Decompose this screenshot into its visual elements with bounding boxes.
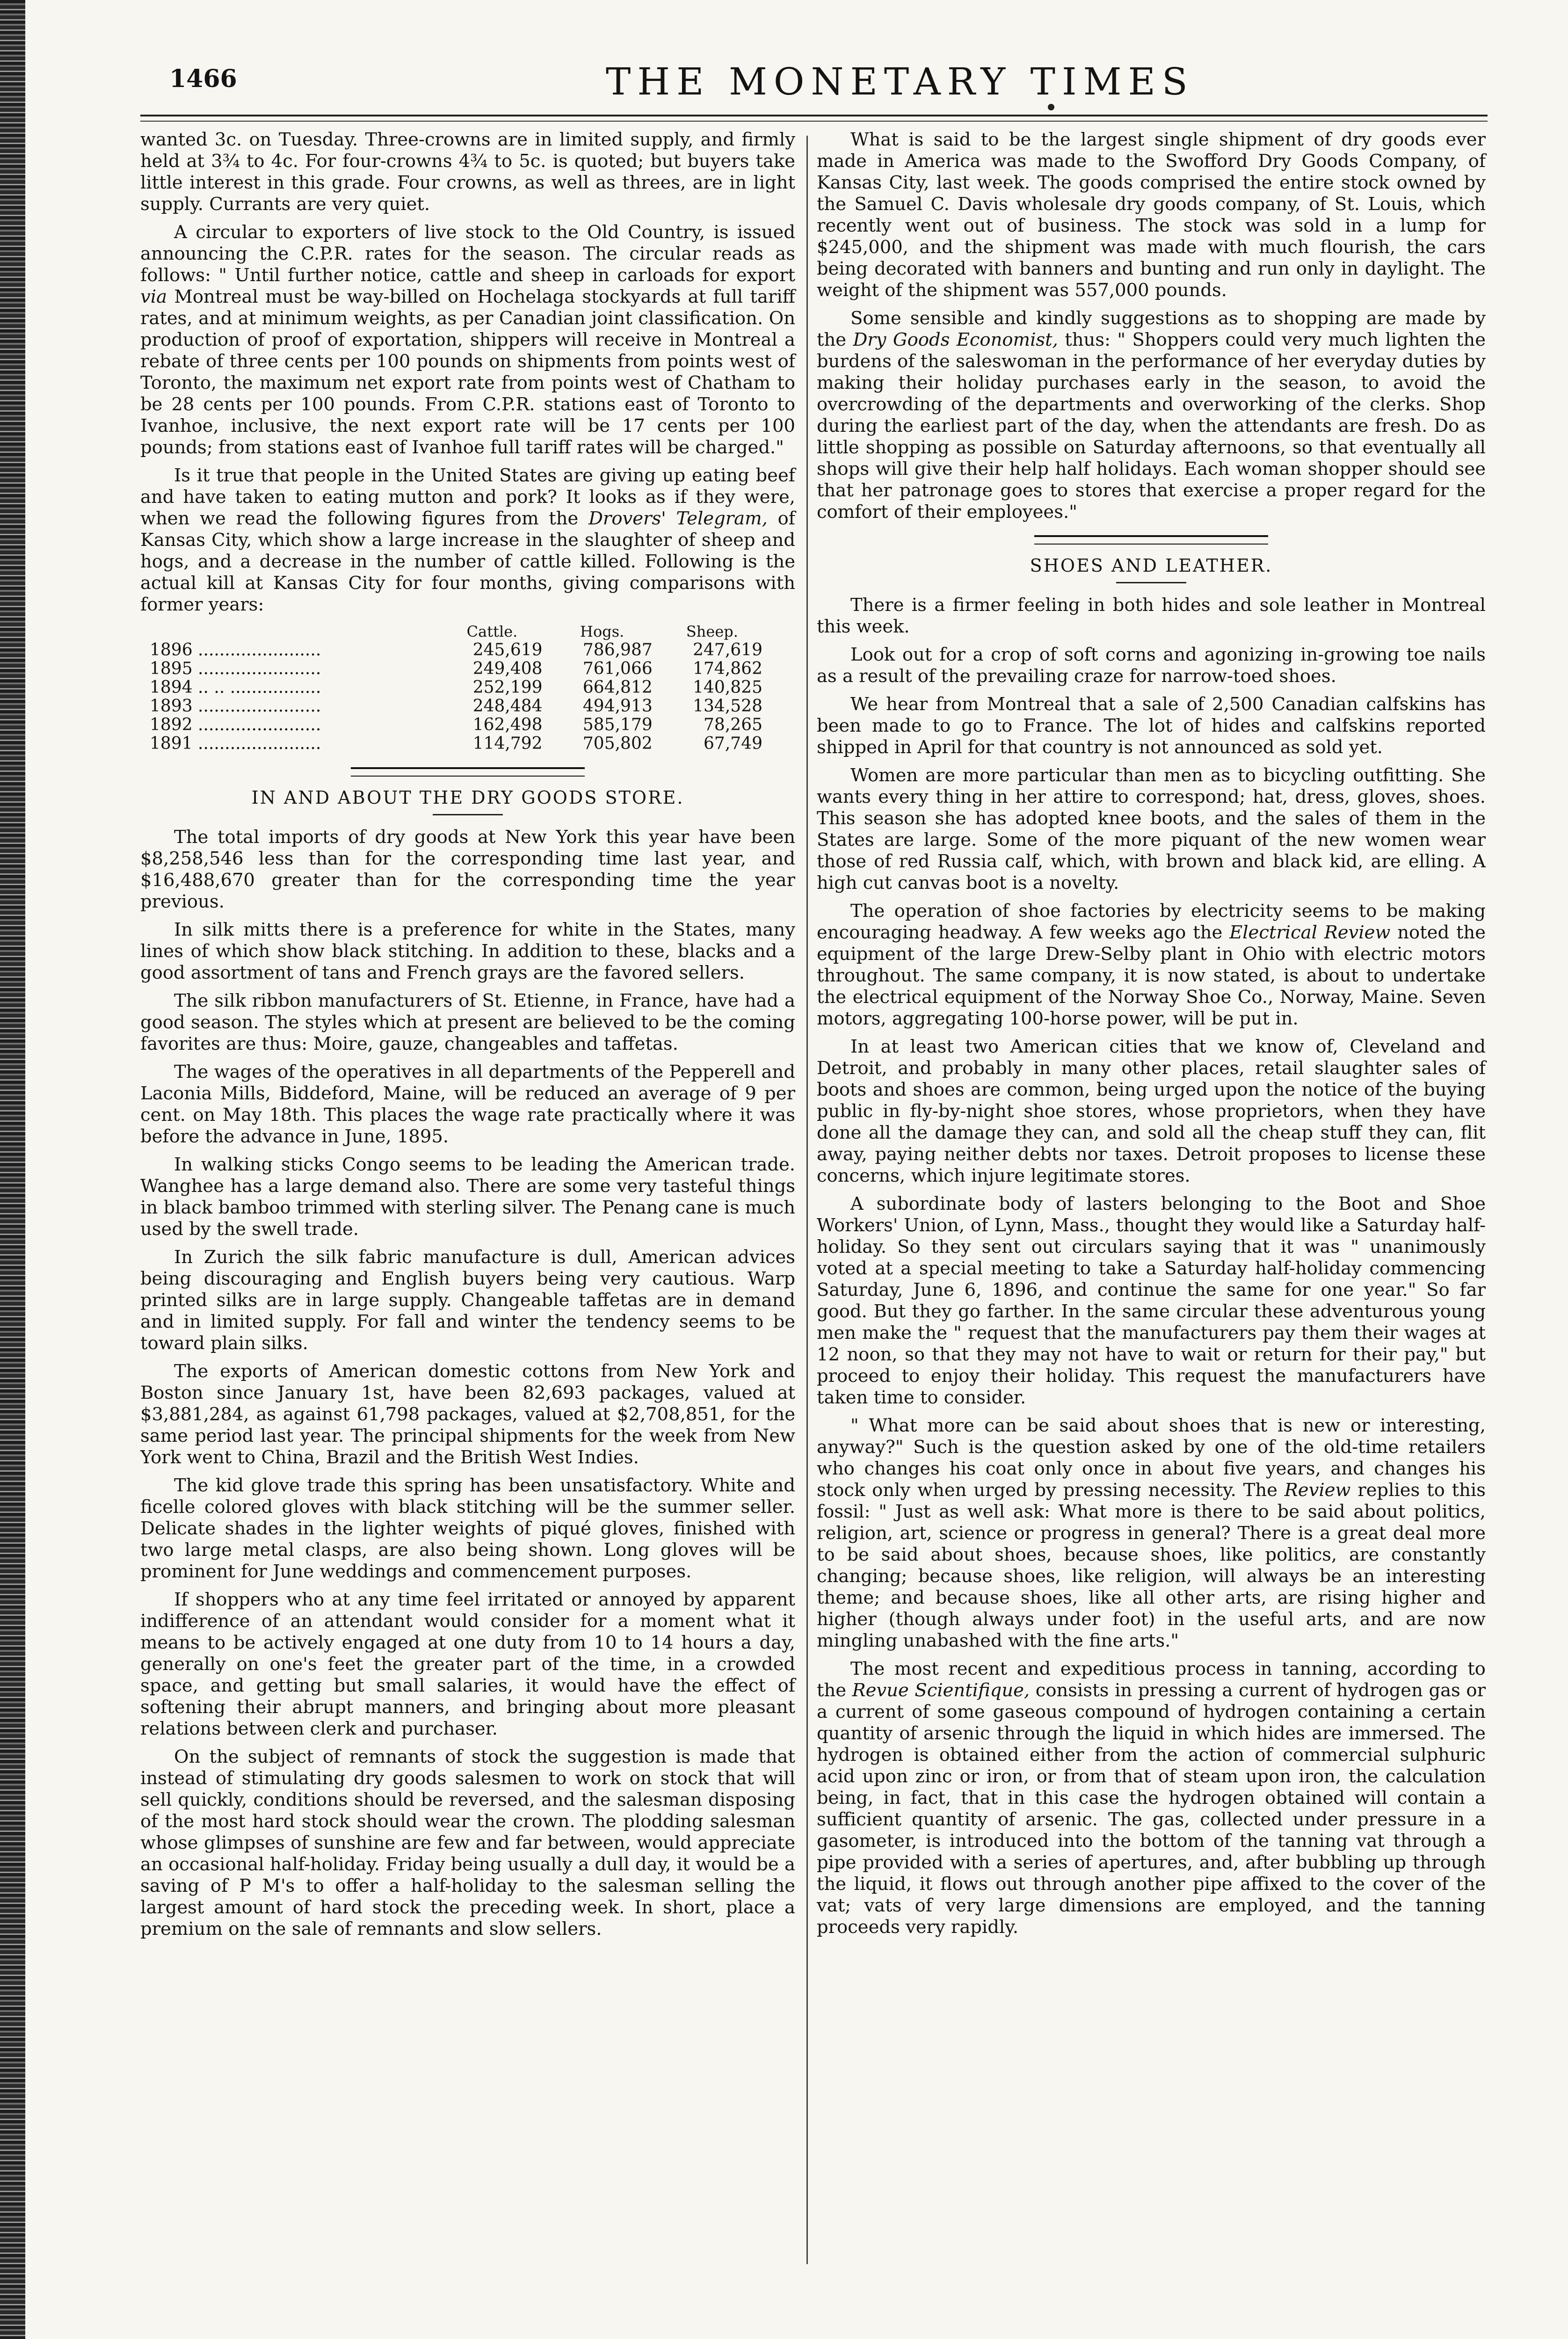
paragraph-slaughter-sales: In at least two American cities that we know of, Cleveland and Detroit, and probably in many other places, retail slaughter sales of boots and shoes are common, being urged upon the notice of the buying public in fly-by-night shoe stores, whose proprietors, when they have done all the damage they can, and sold all the cheap stuff they can, flit away, paying neither debts nor taxes. Detroit proposes to license these concerns, which injure legitimate stores. <box>817 1036 1486 1186</box>
paragraph-shopping-suggestions: Some sensible and kindly suggestions as to shopping are made by the Dry Goods Economist, thus: " Shoppers could very much lighten the burdens of the saleswoman in the performance of her everyday duties by making their holiday purchases early in the season, to avoid the overcrowding of the departments and overworking of the clerks. Shop during the earliest part of the day, when the attendants are fresh. Do as little shopping as possible on Saturday afternoons, so that eventually all shops will give their help half holidays. Each woman shopper should see that her patronage goes to stores that exercise a proper regard for the comfort of their employees." <box>817 308 1486 523</box>
paragraph-kid-gloves: The kid glove trade this spring has been unsatisfactory. White and ficelle colored gloves with black stitching will be the summer seller. Delicate shades in the lighter weights of piqué gloves, finished with two large metal clasps, are also being shown. Long gloves will be prominent for June weddings and commencement purposes. <box>140 1475 795 1582</box>
paragraph-electric-factories: The operation of shoe factories by electricity seems to be making encouraging headway. A few weeks ago the Electrical Review noted the equipment of the large Drew-Selby plant in Ohio with electric motors throughout. The same company, it is now stated, is about to undertake the electrical equipment of the Norway Shoe Co., Norway, Maine. Seven motors, aggregating 100-horse power, will be put in. <box>817 901 1486 1029</box>
table-header-cattle: Cattle. <box>466 623 518 640</box>
paragraph-shoppers-attendants: If shoppers who at any time feel irritated or annoyed by apparent indifference of an attendant would consider for a moment what it means to be actively engaged at one duty from 10 to 14 hours a day, generally on one's feet the greater part of the time, in a crowded space, and getting but small salaries, it would have the effect of softening their abrupt manners, and bringing about more pleasant relations between clerk and purchaser. <box>140 1589 795 1739</box>
paragraph-silk-mitts: In silk mitts there is a preference for white in the States, many lines of which show black stitching. In addition to these, blacks and a good assortment of tans and French grays are the favored sellers. <box>140 919 795 983</box>
header-rule-bottom <box>140 121 1488 122</box>
kansas-city-kill-table <box>150 622 767 753</box>
table-row: 1891 ....................... 114,792 705,802 67,749 <box>150 734 762 753</box>
paragraph-cotton-exports: The exports of American domestic cottons from New York and Boston since January 1st, have been 82,693 packages, valued at $3,881,284, as against 61,798 packages, valued at $2,708,851, for the same period last year. The principal shipments for the week from New York went to China, Brazil and the British West Indies. <box>140 1361 795 1468</box>
page-binding-edge <box>0 0 25 2339</box>
table-row: 1894 .. .. ................. 252,199 664,812 140,825 <box>150 678 762 697</box>
section-heading-shoes-leather: SHOES AND LEATHER. <box>1030 555 1273 576</box>
paragraph-raisins: wanted 3c. on Tuesday. Three-crowns are in limited supply, and firmly held at 3¾ to 4c. For four-crowns 4¾ to 5c. is quoted; but buyers take little interest in this grade. Four crowns, as well as threes, are in light supply. Currants are very quiet. <box>140 129 795 215</box>
table-row: 1892 ....................... 162,498 585,179 78,265 <box>150 715 762 734</box>
column-divider <box>806 136 808 2264</box>
publication-title: THE MONETARY TIMES <box>606 60 1194 103</box>
right-column <box>817 129 1486 1945</box>
paragraph-bicycling-outfits: Women are more particular than men as to bicycling outfitting. She wants every thing in her attire to correspond; hat, dress, gloves, shoes. This season she has adopted knee boots, and the sales of them in the States are large. Some of the more piquant of the new women wear those of red Russia calf, which, with brown and black kid, are elling. A high cut canvas boot is a novelty. <box>817 765 1486 893</box>
paragraph-cpr-rates: A circular to exporters of live stock to the Old Country, is issued announcing the C.P.R. rates for the season. The circular reads as follows: " Until further notice, cattle and sheep in carloads for export via Montreal must be way-billed on Hochelaga stockyards at full tariff rates, and at minimum weights, as per Canadian joint classification. On production of proof of exportation, shippers will receive in Montreal a rebate of three cents per 100 pounds on shipments from points west of Toronto, the maximum net export rate from points west of Chatham to be 28 cents per 100 pounds. From C.P.R. stations east of Toronto to Ivanhoe, inclusive, the next export rate will be 17 cents per 100 pounds; from stations east of Ivanhoe full tariff rates will be charged." <box>140 222 795 458</box>
table-header-hogs: Hogs. <box>580 623 624 640</box>
paragraph-shoes-interesting: " What more can be said about shoes that is new or interesting, anyway?" Such is the question asked by one of the old-time retailers who changes his coat only once in about five years, and changes his stock only when urged by pressing necessity. The Review replies to this fossil: " Just as well ask: What more is there to be said about politics, religion, art, science or progress in general? There is a great deal more to be said about shoes, because shoes, like politics, are constantly changing; because shoes, like religion, will always be an interesting theme; and because shoes, like all other arts, are rising higher and higher (though always under foot) in the useful arts, and are now mingling unabashed with the fine arts." <box>817 1415 1486 1651</box>
paragraph-silk-ribbon: The silk ribbon manufacturers of St. Etienne, in France, have had a good season. The styles which at present are believed to be the coming favorites are thus: Moire, gauze, changeables and taffetas. <box>140 990 795 1054</box>
paragraph-beef-question: Is it true that people in the United States are giving up eating beef and have taken to eating mutton and pork? It looks as if they were, when we read the following figures from the Drovers' Telegram, of Kansas City, which show a large increase in the slaughter of sheep and hogs, and a decrease in the number of cattle killed. Following is the actual kill at Kansas City for four months, giving comparisons with former years: <box>140 465 795 615</box>
paragraph-remnants: On the subject of remnants of stock the suggestion is made that instead of stimulating dry goods salesmen to work on stock that will sell quickly, conditions should be reversed, and the salesman disposing of the most hard stock should wear the crown. The plodding salesman whose glimpses of sunshine are few and far between, would appreciate an occasional half-holiday. Friday being usually a dull day, it would be a saving of P M's to offer a half-holiday to the salesman selling the largest amount of hard stock the preceding week. In short, place a premium on the sale of remnants and slow sellers. <box>140 1746 795 1939</box>
heading-underline <box>1116 582 1186 583</box>
table-header-sheep: Sheep. <box>686 623 738 640</box>
section-heading-dry-goods: IN AND ABOUT THE DRY GOODS STORE. <box>251 787 684 808</box>
paragraph-mill-wages: The wages of the operatives in all departments of the Pepperell and Laconia Mills, Biddeford, Maine, will be reduced an average of 9 per cent. on May 18th. This places the wage rate practically where it was before the advance in June, 1895. <box>140 1061 795 1147</box>
page-number: 1466 <box>169 65 237 93</box>
table-row: 1895 ....................... 249,408 761,066 174,862 <box>150 659 762 678</box>
section-separator-rule <box>1034 535 1268 545</box>
section-separator-rule <box>351 767 585 777</box>
masthead-ornament <box>1048 104 1054 110</box>
table-row: 1896 ....................... 245,619 786,987 247,619 <box>150 640 762 660</box>
paragraph-soft-corns: Look out for a crop of soft corns and agonizing in-growing toe nails as a result of the prevailing craze for narrow-toed shoes. <box>817 644 1486 687</box>
table-row: 1893 ....................... 248,484 494,913 134,528 <box>150 697 762 716</box>
paragraph-walking-sticks: In walking sticks Congo seems to be leading the American trade. Wanghee has a large demand also. There are some very tasteful things in black bamboo trimmed with sterling silver. The Penang cane is much used by the swell trade. <box>140 1154 795 1240</box>
paragraph-lasters-holiday: A subordinate body of lasters belonging to the Boot and Shoe Workers' Union, of Lynn, Mass., thought they would like a Saturday half-holiday. So they sent out circulars saying that it was " unanimously voted at a special meeting to take a Saturday half-holiday commencing Saturday, June 6, 1896, and continue the same for one year." So far good. But they go farther. In the same circular these adventurous young men make the " request that the manufacturers pay them their wages at 12 noon, so that they may not have to wait or return for their pay," but proceed to enjoy their holiday. This request the manufacturers have taken time to consider. <box>817 1193 1486 1408</box>
paragraph-hides-feeling: There is a firmer feeling in both hides and sole leather in Montreal this week. <box>817 595 1486 637</box>
paragraph-tanning-process: The most recent and expeditious process in tanning, according to the Revue Scientifique, consists in pressing a current of hydrogen gas or a current of some gaseous compound of hydrogen containing a certain quantity of arsenic through the liquid in which hides are immersed. The hydrogen is obtained either from the action of commercial sulphuric acid upon zinc or iron, or from that of steam upon iron, the calculation being, in fact, that in this case the hydrogen obtained will contain a sufficient quantity of arsenic. The gas, collected under pressure in a gasometer, is introduced into the bottom of the tanning vat through a pipe provided with a series of apertures, and, after bubbling up through the liquid, it flows out through another pipe affixed to the cover of the vat; vats of very large dimensions are employed, and the tanning proceeds very rapidly. <box>817 1658 1486 1938</box>
header-rule-top <box>140 115 1488 116</box>
left-column <box>140 129 795 1947</box>
paragraph-calfskins: We hear from Montreal that a sale of 2,500 Canadian calfskins has been made to go to France. The lot of hides and calfskins reported shipped in April for that country is not announced as sold yet. <box>817 694 1486 758</box>
heading-underline <box>433 814 503 815</box>
paragraph-zurich-silk: In Zurich the silk fabric manufacture is dull, American advices being discouraging and English buyers being very cautious. Warp printed silks are in large supply. Changeable taffetas are in demand and in limited supply. For fall and winter the tendency seems to be toward plain silks. <box>140 1247 795 1354</box>
paragraph-largest-shipment: What is said to be the largest single shipment of dry goods ever made in America was made to the Swofford Dry Goods Company, of Kansas City, last week. The goods comprised the entire stock owned by the Samuel C. Davis wholesale dry goods company, of St. Louis, which recently went out of business. The stock was sold in a lump for $245,000, and the shipment was made with much flourish, the cars being decorated with banners and bunting and run only in daylight. The weight of the shipment was 557,000 pounds. <box>817 129 1486 301</box>
paragraph-dry-goods-imports: The total imports of dry goods at New York this year have been $8,258,546 less than for the corresponding time last year, and $16,488,670 greater than for the corresponding time the year previous. <box>140 827 795 912</box>
